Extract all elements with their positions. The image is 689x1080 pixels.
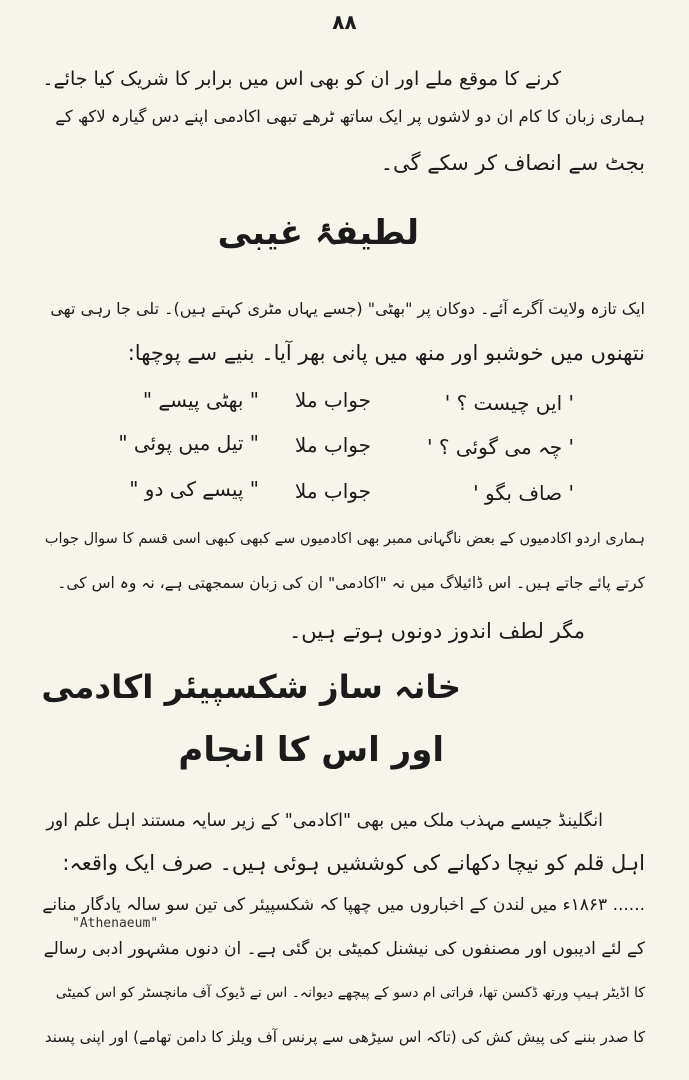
paragraph3-line2: کرتے پائے جاتے ہیں۔ اس ڈائیلاگ میں نہ "اکادمی" ان کی زبان سمجھتی ہے، نہ وہ اس کی۔	[57, 574, 645, 592]
paragraph1-line1: کرنے کا موقع ملے اور ان کو بھی اس میں برابر کا شریک کیا جائے۔	[42, 68, 561, 90]
paragraph2-line1: ایک تازہ ولایت آگرے آئے۔ دوکان پر "بھٹی" (جسے یہاں مٹری کہتے ہیں)۔ تلی جا رہی تھی	[50, 299, 645, 318]
paragraph3-line1: ہماری اردو اکادمیوں کے بعض ناگہانی ممبر بھی اکادمیوں سے کبھی کبھی اسی قسم کا سوال جواب	[44, 531, 645, 547]
paragraph1-line2: ہماری زبان کا کام ان دو لاشوں پر ایک ساتھ ٹرھے تبھی اکادمی اپنے دس گیارہ لاکھ کے	[55, 107, 645, 126]
dialogue-reply-label-3: جواب ملا	[294, 479, 371, 503]
heading-and-its-end: اور اس کا انجام	[178, 730, 444, 770]
paragraph3-line3: مگر لطف اندوز دونوں ہوتے ہیں۔	[289, 619, 585, 643]
paragraph5-line3: کا اڈیٹر ہیپ ورتھ ڈکسن تھا، فراتی ام دسو کے پیچھے دیوانہ۔ اس نے ڈیوک آف مانچسٹر کو اس کمیٹی	[55, 985, 645, 1001]
page-number: ۸۸	[332, 10, 357, 34]
dialogue-question-1: ' ایں چیست ؟ '	[444, 391, 574, 415]
paragraph5-line1: ...... ۱۸۶۳ء میں لندن کے اخباروں میں چھپا کہ شکسپیئر کی تین سو سالہ یادگار منانے	[42, 895, 645, 915]
dialogue-answer-2: " تیل میں پوئی "	[118, 431, 259, 455]
dialogue-reply-label-1: جواب ملا	[294, 388, 371, 412]
paragraph4-line1: انگلینڈ جیسے مہذب ملک میں بھی "اکادمی" کے زیر سایہ مستند اہل علم اور	[46, 811, 603, 831]
paragraph5-line4: کا صدر بننے کی پیش کش کی (تاکہ اس سیڑھی سے پرنس آف ویلز کا دامن تھامے) اور اپنی پسند	[44, 1028, 645, 1046]
dialogue-reply-label-2: جواب ملا	[294, 433, 371, 457]
paragraph1-line3: بجٹ سے انصاف کر سکے گی۔	[380, 151, 645, 175]
heading-latifa-e-ghaibi: لطیفۂ غیبی	[217, 213, 419, 253]
paragraph5-line2: کے لئے ادیبوں اور مصنفوں کی نیشنل کمیٹی بن گئی ہے۔ ان دنوں مشہور ادبی رسالے	[43, 939, 645, 959]
athenaeum-note: "Athenaeum"	[72, 916, 159, 931]
paragraph4-line2: اہل قلم کو نیچا دکھانے کی کوششیں ہوئی ہیں۔ صرف ایک واقعہ:	[62, 851, 645, 875]
dialogue-question-3: ' صاف بگو '	[473, 481, 574, 505]
heading-shakespeare-academy: خانہ ساز شکسپیئر اکادمی	[41, 668, 461, 706]
dialogue-answer-1: " بھٹی پیسے "	[142, 388, 259, 412]
paragraph2-line2: نتھنوں میں خوشبو اور منھ میں پانی بھر آیا۔ بنیے سے پوچھا:	[127, 341, 645, 365]
dialogue-answer-3: " پیسے کی دو "	[129, 477, 259, 501]
dialogue-question-2: ' چہ می گوئی ؟ '	[427, 435, 574, 459]
